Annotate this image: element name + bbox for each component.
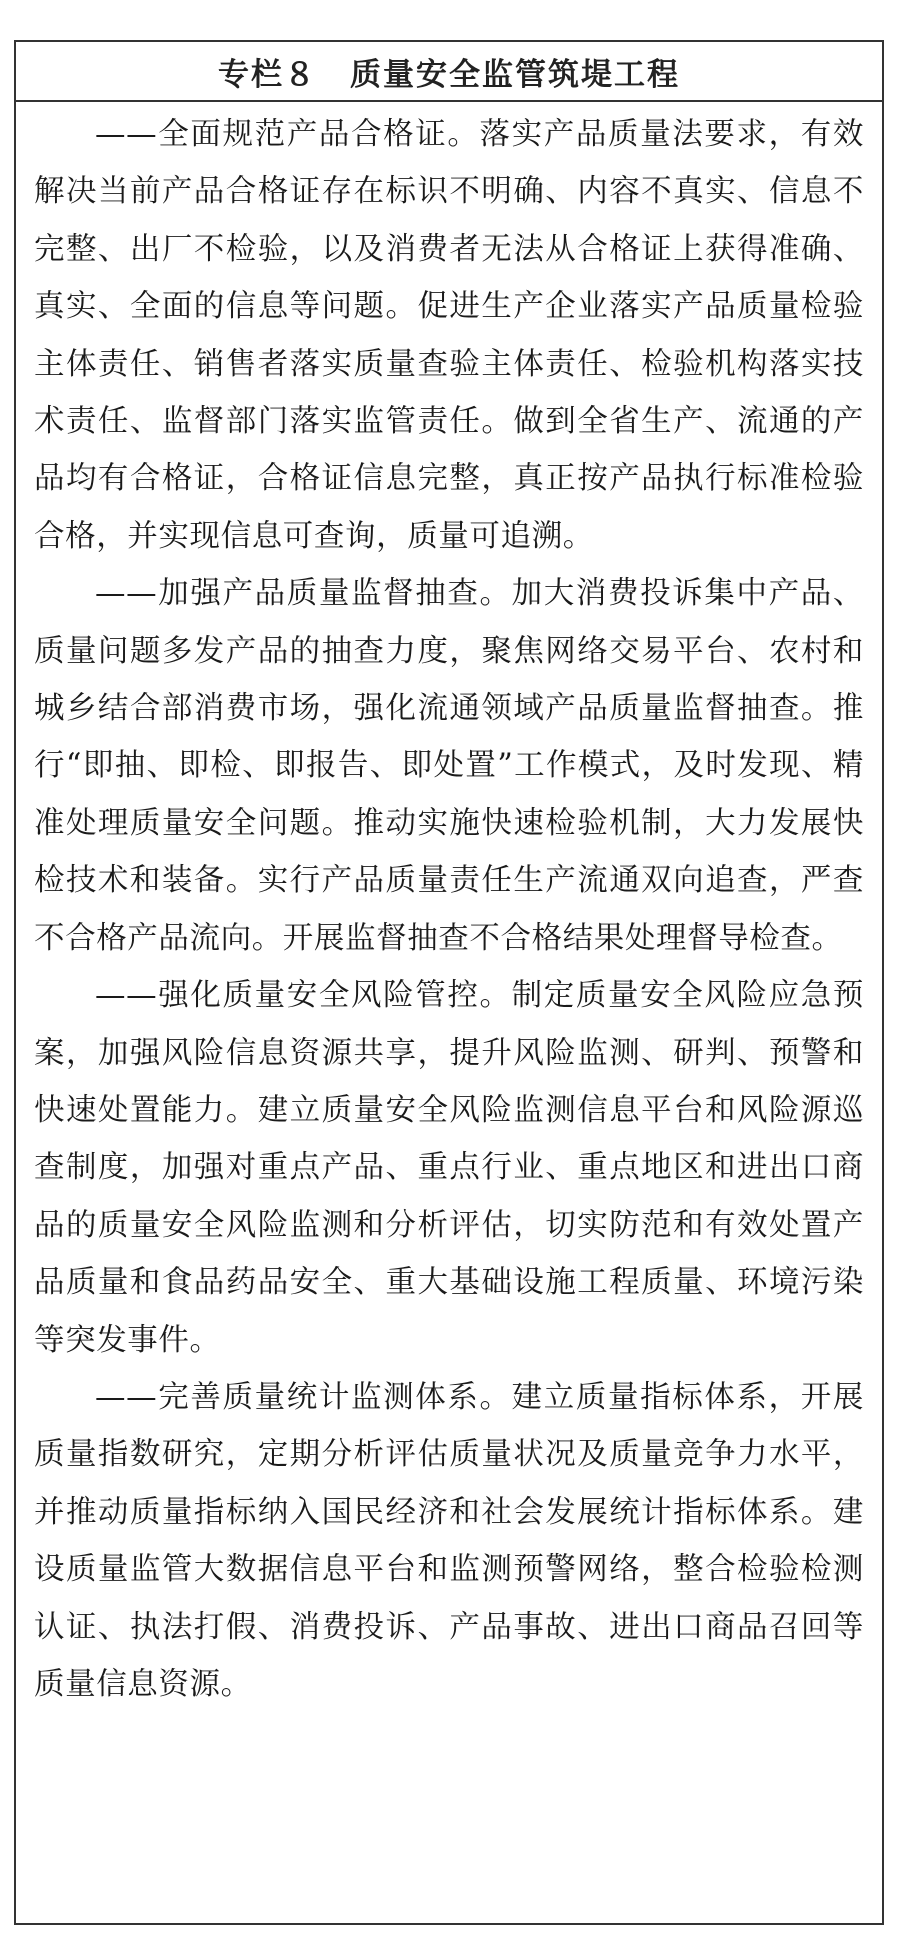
paragraph-risk-control: ——强化质量安全风险管控。制定质量安全风险应急预案，加强风险信息资源共享，提升风险监测、研判、预警和快速处置能力。建立质量安全风险监测信息平台和风险源巡查制度，加强对重点产品、重点行业、重点地区和进出口商品的质量安全风险监测和分析评估，切实防范和有效处置产品质量和食品药品安全、重大基础设施工程质量、环境污染等突发事件。: [34, 978, 864, 1358]
box-title: 专栏８ 质量安全监管筑堤工程: [218, 56, 680, 93]
paragraph-quality-spot-check: ——加强产品质量监督抽查。加大消费投诉集中产品、质量问题多发产品的抽查力度，聚焦网络交易平台、农村和城乡结合部消费市场，强化流通领域产品质量监督抽查。推行“即抽、即检、即报告、即处置”工作模式，及时发现、精准处理质量安全问题。推动实施快速检验机制，大力发展快检技术和装备。实行产品质量责任生产流通双向追查，严查不合格产品流向。开展监督抽查不合格结果处理督导检查。: [34, 576, 864, 956]
box-header: [16, 42, 882, 102]
box-body: [16, 102, 882, 1713]
paragraph-statistics-monitoring: ——完善质量统计监测体系。建立质量指标体系，开展质量指数研究，定期分析评估质量状况及质量竞争力水平，并推动质量指标纳入国民经济和社会发展统计指标体系。建设质量监管大数据信息平台和监测预警网络，整合检验检测认证、执法打假、消费投诉、产品事故、进出口商品召回等质量信息资源。: [34, 1379, 864, 1702]
paragraph-product-certificate: ——全面规范产品合格证。落实产品质量法要求，有效解决当前产品合格证存在标识不明确、内容不真实、信息不完整、出厂不检验，以及消费者无法从合格证上获得准确、真实、全面的信息等问题。促进生产企业落实产品质量检验主体责任、销售者落实质量查验主体责任、检验机构落实技术责任、监督部门落实监管责任。做到全省生产、流通的产品均有合格证，合格证信息完整，真正按产品执行标准检验合格，并实现信息可查询，质量可追溯。: [34, 117, 864, 554]
special-column-box: [14, 40, 884, 1925]
